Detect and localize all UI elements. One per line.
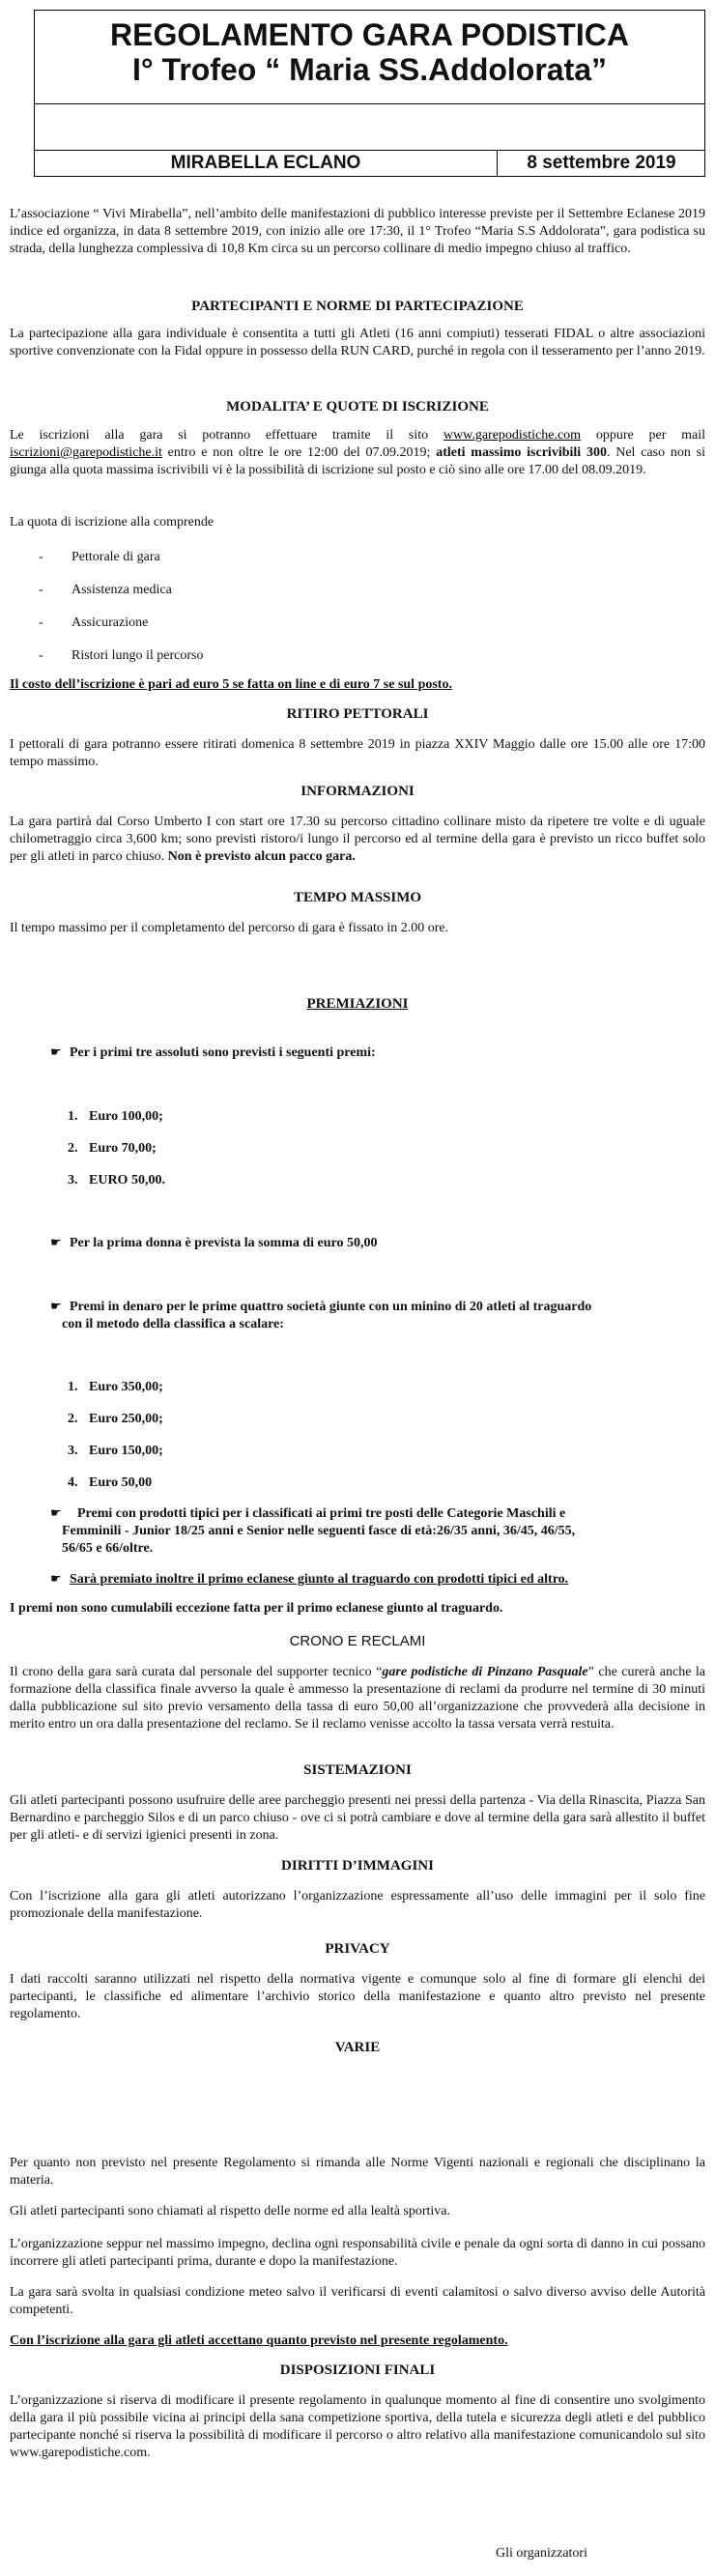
intro-paragraph: L’associazione “ Vivi Mirabella”, nell’ambito delle manifestazioni di pubblico interesse previste per il Settembre Eclanese 2019 indice ed organizza, in data 8 settembre 2019, con inizio alle ore 17:30, il 1° Trofeo “Maria S.S Addolorata”, gara podistica su strada, della lunghezza complessiva di 10,8 Km circa su un percorso collinare di medio impegno chiuso al traffico. [10,207,705,256]
disposizioni-paragraph: L’organizzazione si riserva di modificare il presente regolamento in qualunque momento al fine di consentire uno svolgimento della gara il più possibile vicina ai principi della sana competizione sportiva, della tutela e sicurezza degli atleti e del pubblico partecipante nonché si riserva la possibilità di modificare il percorso o altro relativo alla manifestazione comunicandolo sul sito www.garepodistiche.com. [10,2393,705,2460]
list-item-label: Euro 70,00; [89,1141,157,1156]
list-item-label: EURO 50,00. [89,1173,165,1188]
list-item-label: Euro 50,00 [89,1475,153,1490]
crono-paragraph [10,1664,705,1733]
informazioni-text: La gara partirà dal Corso Umberto I con start ore 17.30 su percorso cittadino collinare misto da ripetere tre volte e di uguale chilometraggio circa 3,600 km; sono previsti ristoro/i lungo il percorso ed al termine della gara è previsto un ricco buffet solo per gli atleti in parco chiuso. [10,815,705,864]
event-date: 8 settembre 2019 [497,151,705,176]
accettazione-note: Con l’iscrizione alla gara gli atleti accettano quanto previsto nel presente regolamento. [10,2333,508,2348]
pointing-hand-icon: ☛ [50,1236,62,1250]
title-line-2: I° Trofeo “ Maria SS.Addolorata” [131,52,608,87]
iscrizione-text: entro e non oltre le ore 12:00 del 07.09.2019; [161,445,437,460]
document-header [34,10,705,177]
premio-donna: Per la prima donna è prevista la somma di euro 50,00 [70,1236,378,1250]
list-item-label: Euro 150,00; [89,1444,163,1458]
diritti-paragraph: Con l’iscrizione alla gara gli atleti autorizzano l’organizzazione espressamente all’uso delle immagini per il solo fine promozionale della manifestazione. [10,1889,705,1921]
premi-assoluti: Per i primi tre assoluti sono previsti i seguenti premi: [70,1045,376,1060]
title-line-1: REGOLAMENTO GARA PODISTICA [110,17,629,52]
list-item-label: Ristori lungo il percorso [72,648,204,663]
list-item: 4. Euro 50,00 [68,1475,153,1490]
premio-eclanese: Sarà premiato inoltre il primo eclanese giunto al traguardo con prodotti tipici ed altro. [70,1572,569,1587]
list-item-label: Assistenza medica [72,583,172,597]
quota-intro: La quota di iscrizione alla comprende [10,515,214,530]
informazioni-bold: Non è previsto alcun pacco gara. [167,849,356,864]
varie-paragraph: Gli atleti partecipanti sono chiamati al rispetto delle norme ed alla lealtà sportiva. [10,2204,451,2218]
premi-societa-line-1: Premi in denaro per le prime quattro società giunte con un minino di 20 atleti al traguardo [70,1300,592,1314]
list-item: - Assistenza medica [39,583,172,597]
list-item: 2. Euro 250,00; [68,1412,163,1426]
supporter-name: gare podistiche di Pinzano Pasquale [382,1665,588,1679]
section-heading-informazioni: INFORMAZIONI [300,784,415,799]
varie-paragraph: La gara sarà svolta in qualsiasi condizione meteo salvo il verificarsi di eventi calamitosi o salvo diverso avviso delle Autorità competenti. [10,2285,705,2317]
section-heading-ritiro: RITIRO PETTORALI [286,706,429,722]
costo-note: Il costo dell’iscrizione è pari ad euro 5 se fatta on line e di euro 7 se sul posto. [10,677,452,692]
list-item: 3. EURO 50,00. [68,1173,165,1188]
premi-note: I premi non sono cumulabili eccezione fatta per il primo eclanese giunto al traguardo. [10,1601,503,1616]
max-athletes-text: atleti massimo iscrivibili 300 [436,445,607,460]
pointing-hand-icon: ☛ [50,1572,62,1587]
list-item: - Assicurazione [39,615,149,630]
section-heading-partecipanti: PARTECIPANTI E NORME DI PARTECIPAZIONE [191,299,524,314]
site-link[interactable]: www.garepodistiche.com [443,428,582,443]
premi-societa-line-2: con il metodo della classifica a scalare: [62,1317,284,1331]
crono-text: Il crono della gara sarà curata dal personale del supporter tecnico “ [10,1665,383,1679]
pointing-hand-icon: ☛ [50,1300,62,1314]
sistemazioni-paragraph: Gli atleti partecipanti possono usufruire delle aree parcheggio presenti nei pressi della partenza - Via della Rinascita, Piazza San Bernardino e parcheggio Silos e di un parco chiuso - ove ci si potrà cambiare e dove al termine della gara sarà allestito il buffet per gli atleti- e di servizi igienici presenti in zona. [10,1793,705,1843]
header-frame [34,10,705,177]
pointing-hand-icon: ☛ [50,1045,62,1060]
event-location: MIRABELLA ECLANO [170,153,361,173]
section-heading-premiazioni: PREMIAZIONI [306,996,409,1012]
premi-prodotti-line-3: 56/65 e 66/oltre. [62,1541,154,1556]
list-item: 1. Euro 350,00; [68,1380,163,1394]
section-heading-varie: VARIE [334,2040,381,2055]
tempo-paragraph: Il tempo massimo per il completamento del percorso di gara è fissato in 2.00 ore. [10,921,449,935]
list-item: - Ristori lungo il percorso [39,648,204,663]
varie-paragraph: L’organizzazione seppur nel massimo impegno, declina ogni responsabilità civile e penale da ogni sorta di danno in cui possano incorrere gli atleti partecipanti prima, durante e dopo la manifestazione. [10,2237,705,2269]
list-item-label: Euro 350,00; [89,1380,163,1394]
iscrizione-text: Le iscrizioni alla gara si potranno effettuare tramite il sito [10,428,443,443]
list-item: 2. Euro 70,00; [68,1141,157,1156]
crono-text: ” che curerà anche la formazione della classifica finale avverso la quale è ammesso la presentazione di reclami da produrre nel termine di 30 minuti dalla pubblicazione sul sito previo versamento della tassa di euro 50,00 all’organizzazione che provvederà alla decisione in merito entro un ora dalla presentazione del reclamo. Se il reclamo venisse accolto la tassa versata verrà restuita. [10,1665,706,1732]
list-item-label: Euro 100,00; [89,1109,163,1124]
premi-prodotti-line-1: Premi con prodotti tipici per i classificati ai primi tre posti delle Categorie Maschili e [77,1506,566,1521]
privacy-paragraph: I dati raccolti saranno utilizzati nel rispetto della normativa vigente e comunque solo al fine di formare gli elenchi dei partecipanti, le classifiche ed alimentare l’archivio storico della manifestazione e quanto altro previsto nel presente regolamento. [10,1972,705,2021]
section-heading-sistemazioni: SISTEMAZIONI [303,1762,412,1778]
pointing-hand-icon: ☛ [50,1506,62,1521]
section-heading-crono: CRONO E RECLAMI [289,1633,426,1649]
list-item: 1. Euro 100,00; [68,1109,163,1124]
email-link[interactable]: iscrizioni@garepodistiche.it [10,445,162,460]
list-item: - Pettorale di gara [39,550,160,564]
list-item-label: Euro 250,00; [89,1412,163,1426]
section-heading-disposizioni: DISPOSIZIONI FINALI [279,2362,436,2378]
section-heading-diritti: DIRITTI D’IMMAGINI [281,1858,434,1874]
list-item: 3. Euro 150,00; [68,1444,163,1458]
iscrizione-text: oppure per mail [581,428,705,443]
informazioni-paragraph [10,814,705,866]
iscrizione-paragraph [10,427,705,479]
premi-prodotti-line-2: Femminili - Junior 18/25 anni e Senior nelle seguenti fasce di età:26/35 anni, 36/45, 46/55, [62,1524,576,1538]
list-item-label: Assicurazione [72,615,149,630]
ritiro-paragraph: I pettorali di gara potranno essere ritirati domenica 8 settembre 2019 in piazza XXIV Maggio dalle ore 15.00 alle ore 17:00 tempo massimo. [10,737,705,769]
varie-paragraph: Per quanto non previsto nel presente Regolamento si rimanda alle Norme Vigenti nazionali e regionali che disciplinano la materia. [10,2156,705,2188]
signature: Gli organizzatori [496,2546,587,2561]
section-heading-iscrizione: MODALITA’ E QUOTE DI ISCRIZIONE [226,399,489,415]
section-heading-privacy: PRIVACY [325,1941,390,1957]
header-divider [35,103,704,104]
partecipanti-paragraph: La partecipazione alla gara individuale è consentita a tutti gli Atleti (16 anni compiuti) tesserati FIDAL o altre associazioni sportive convenzionate con la Fidal oppure in possesso della RUN CARD, purché in regola con il tesseramento per l’anno 2019. [10,327,705,358]
section-heading-tempo: TEMPO MASSIMO [293,890,422,905]
list-item-label: Pettorale di gara [72,550,160,564]
iscrizione-text: . Nel caso non si giunga alla quota massima iscrivibili vi è la possibilità di iscrizione sul posto e ciò sino alle ore 17.00 del 08.09.2019. [10,445,705,477]
